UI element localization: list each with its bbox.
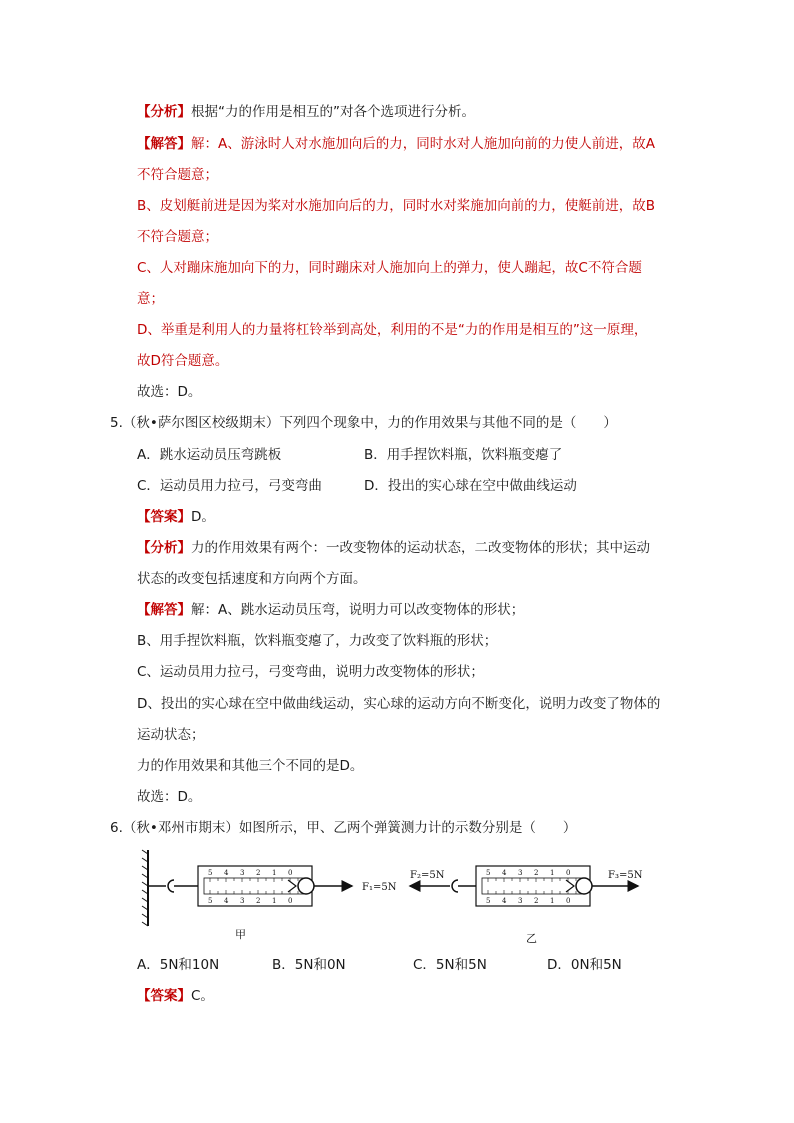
force-label-f3: F₃=5N [608,870,643,881]
option-b: B．5N和0N [272,957,346,973]
choice-line: 故选：D。 [137,384,202,400]
scale-tick-label: 4 [224,869,229,877]
wall-icon [142,850,148,926]
scale-tick-label: 3 [518,869,523,877]
option-a: A．跳水运动员压弯跳板 [137,447,282,463]
analysis-tag: 【分析】 [137,540,191,556]
analysis-text: 力的作用效果有两个：一改变物体的运动状态，二改变物体的形状；其中运动 [191,540,650,556]
solution-line: D、投出的实心球在空中做曲线运动，实心球的运动方向不断变化，说明力改变了物体的 [137,696,661,712]
scale-tick-label: 1 [272,869,277,877]
option-c: C．5N和5N [413,957,487,973]
scale-tick-label: 2 [256,897,261,905]
solution-text: 解：A、跳水运动员压弯，说明力可以改变物体的形状； [191,602,525,618]
solution-tag: 【解答】 [137,602,191,618]
analysis-line: 状态的改变包括速度和方向两个方面。 [137,571,367,587]
solution-line: C、运动员用力拉弓，弓变弯曲，说明力改变物体的形状； [137,664,484,680]
scale-tick-label: 2 [534,897,539,905]
analysis-line [137,538,650,558]
solution-line: 力的作用效果和其他三个不同的是D。 [137,758,364,774]
scale-tick-label: 3 [240,869,245,877]
solution-line: 运动状态； [137,727,205,743]
solution-line: 不符合题意； [137,229,218,245]
scale-tick-label: 3 [240,897,245,905]
scale-tick-label: 1 [550,897,555,905]
solution-line [137,600,524,620]
solution-line: B、皮划艇前进是因为桨对水施加向后的力，同时水对桨施加向前的力，使艇前进，故B [137,198,656,214]
option-a: A．5N和10N [137,957,220,973]
option-c: C．运动员用力拉弓，弓变弯曲 [137,478,322,494]
spring-scale-figure [140,850,660,945]
scale-tick-label: 0 [566,869,571,877]
scale-tick-label: 4 [502,897,507,905]
solution-line: D、举重是利用人的力量将杠铃举到高处，利用的不是“力的作用是相互的”这一原理， [137,322,648,338]
choice-line: 故选：D。 [137,789,202,805]
scale-tick-label: 0 [288,897,293,905]
solution-line: 不符合题意； [137,167,218,183]
scale-tick-label: 5 [208,869,213,877]
scale-tick-label: 4 [502,869,507,877]
solution-line: C、人对蹦床施加向下的力，同时蹦床对人施加向上的弹力，使人蹦起，故C不符合题 [137,260,642,276]
question-stem: 6.（秋•邓州市期末）如图所示，甲、乙两个弹簧测力计的示数分别是（ ） [110,820,577,836]
analysis-line [137,102,475,122]
scale-tick-label: 1 [550,869,555,877]
answer-line [137,986,214,1006]
solution-line [137,134,655,154]
scale-tick-label: 2 [534,869,539,877]
analysis-tag: 【分析】 [137,104,191,120]
solution-tag: 【解答】 [137,136,191,152]
scale-tick-label: 5 [486,869,491,877]
solution-line: B、用手捏饮料瓶，饮料瓶变瘪了，力改变了饮料瓶的形状； [137,633,498,649]
scale-tick-label: 0 [288,869,293,877]
scale-tick-label: 4 [224,897,229,905]
scale-tick-label: 3 [518,897,523,905]
question-stem: 5.（秋•萨尔图区校级期末）下列四个现象中，力的作用效果与其他不同的是（ ） [110,415,617,431]
solution-text: 解：A、游泳时人对水施加向后的力，同时水对人施加向前的力使人前进，故A [191,136,655,152]
answer-tag: 【答案】 [137,988,191,1004]
option-d: D．0N和5N [547,957,622,973]
figure-caption-left: 甲 [235,928,246,941]
option-b: B．用手捏饮料瓶，饮料瓶变瘪了 [364,447,563,463]
scale-tick-label: 0 [566,897,571,905]
solution-line: 故D符合题意。 [137,353,229,369]
answer-text: C。 [191,988,214,1004]
figure-caption-right: 乙 [526,932,537,945]
force-label-f1: F₁=5N [362,882,397,893]
spring-scale-left [168,866,352,906]
scale-tick-label: 5 [208,897,213,905]
answer-tag: 【答案】 [137,509,191,525]
scale-tick-label: 2 [256,869,261,877]
force-label-f2: F₂=5N [410,870,445,881]
solution-line: 意； [137,291,164,307]
option-d: D．投出的实心球在空中做曲线运动 [364,478,577,494]
scale-tick-label: 5 [486,897,491,905]
answer-text: D。 [191,509,215,525]
analysis-text: 根据“力的作用是相互的”对各个选项进行分析。 [191,104,475,120]
answer-line [137,507,215,527]
scale-tick-label: 1 [272,897,277,905]
